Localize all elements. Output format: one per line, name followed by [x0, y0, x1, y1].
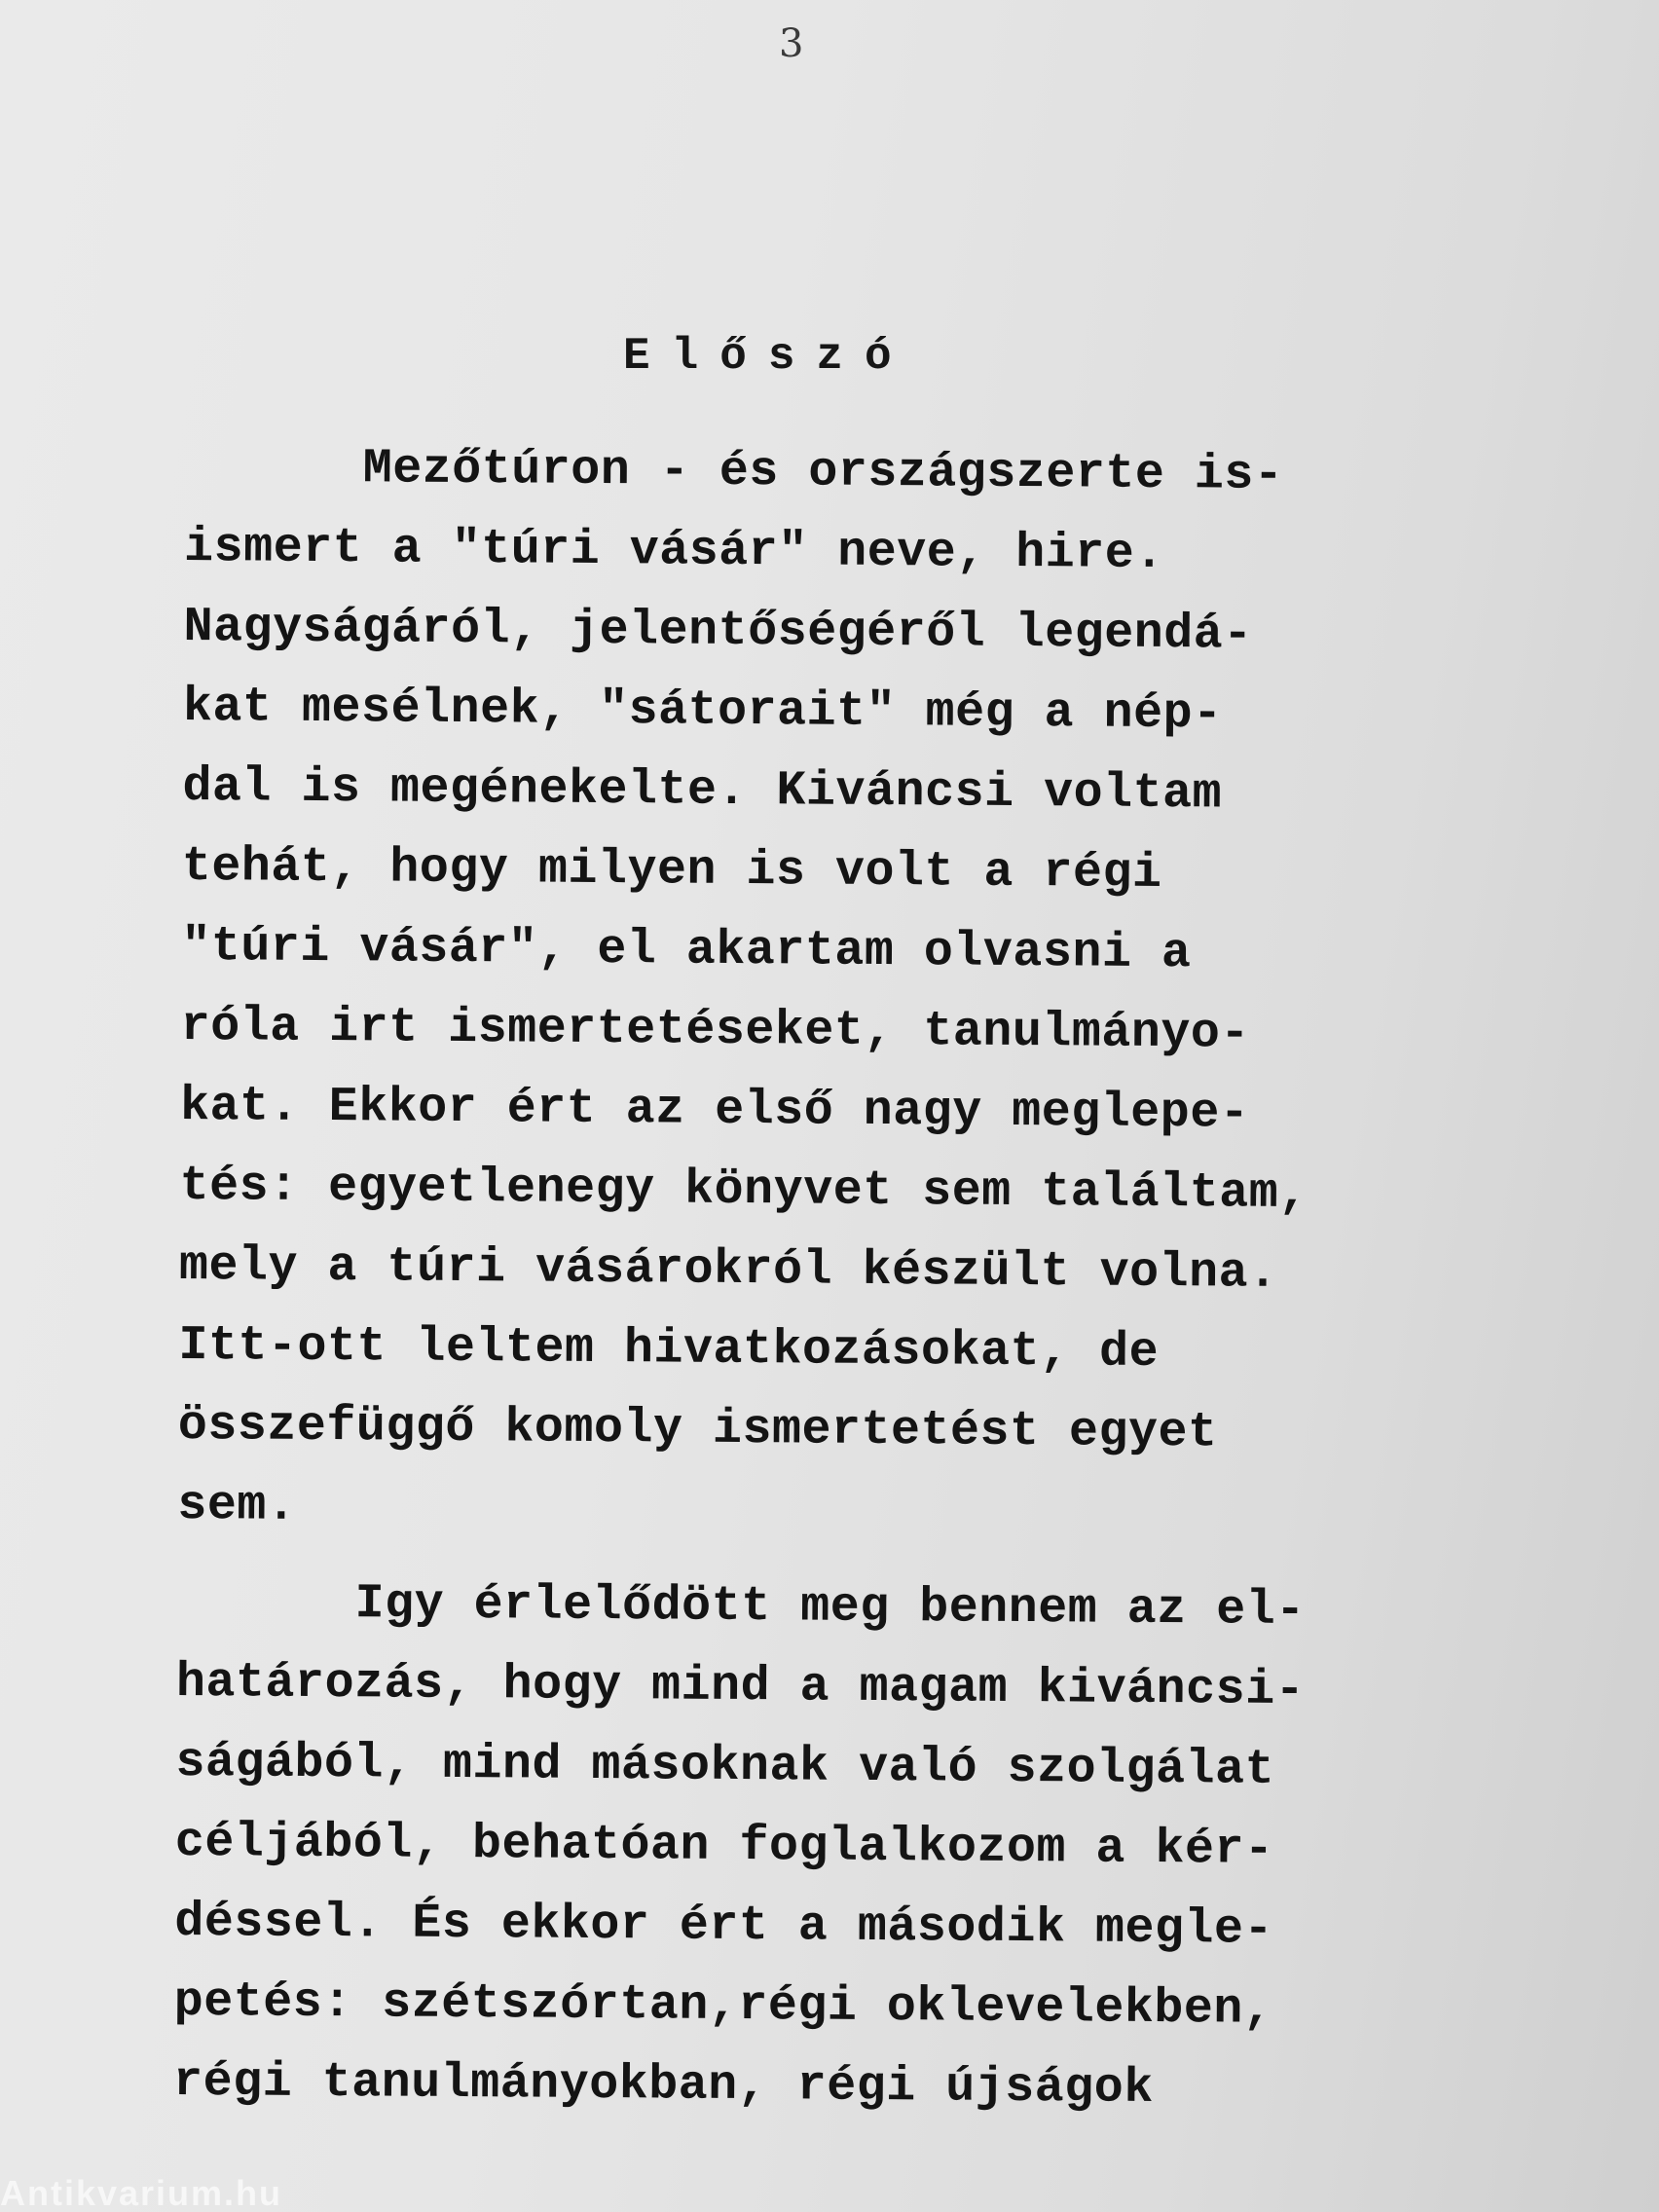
text-line: ismert a "túri vásár" neve, hire.	[183, 519, 1164, 583]
text-line: Mezőtúron - és országszerte is-	[184, 439, 1284, 503]
text-line: összefüggő komoly ismertetést egyet	[177, 1397, 1218, 1461]
text-line: Itt-ott leltem hivatkozásokat, de	[178, 1317, 1160, 1382]
text-line: kat. Ekkor ért az első nagy meglepe-	[179, 1078, 1250, 1142]
text-line: céljából, behatóan foglalkozom a kér-	[174, 1814, 1274, 1878]
paragraph-2	[173, 1564, 1443, 2131]
text-line: dal is megénekelte. Kiváncsi voltam	[182, 758, 1223, 823]
text-line: sem.	[177, 1477, 297, 1534]
text-line: kat mesélnek, "sátorait" még a nép-	[182, 679, 1223, 743]
watermark: Antikvarium.hu	[0, 2173, 283, 2212]
body-text	[173, 428, 1451, 2131]
text-line: tés: egyetlenegy könyvet sem találtam,	[179, 1158, 1309, 1223]
text-line: ságából, mind másoknak való szolgálat	[175, 1734, 1275, 1798]
text-line: tehát, hogy milyen is volt a régi	[181, 838, 1162, 903]
text-line: petés: szétszórtan,régi oklevelekben,	[173, 1973, 1273, 2038]
text-line: Nagyságáról, jelentőségéről legendá-	[183, 599, 1253, 663]
bleed-through-texture	[136, 224, 1353, 304]
text-line: határozás, hogy mind a magam kiváncsi-	[175, 1654, 1306, 1719]
text-line: régi tanulmányokban, régi újságok	[172, 2053, 1154, 2117]
page-number: 3	[779, 21, 804, 66]
text-line: "túri vásár", el akartam olvasni a	[181, 918, 1192, 982]
text-line: Igy érlelődött meg bennem az el-	[176, 1574, 1306, 1640]
page-title: Előszó	[623, 331, 913, 382]
text-line: déssel. És ekkor ért a második megle-	[174, 1894, 1274, 1958]
paragraph-1	[177, 428, 1451, 1555]
text-line: mely a túri vásárokról készült volna.	[178, 1237, 1278, 1302]
text-line: róla irt ismertetéseket, tanulmányo-	[180, 998, 1251, 1062]
